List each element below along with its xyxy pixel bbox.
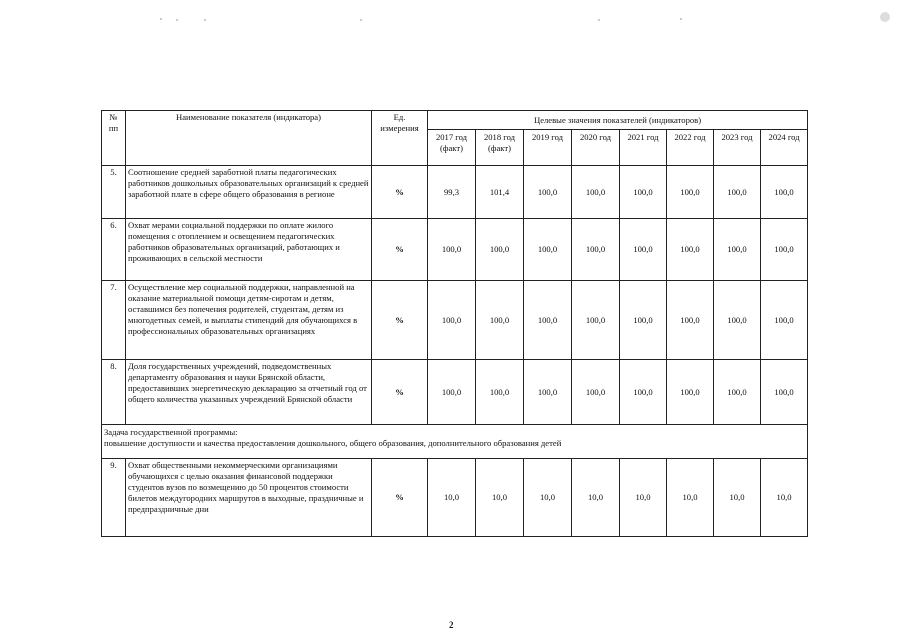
header-year: 2019 год: [524, 130, 572, 166]
value-cell: 100,0: [428, 219, 476, 281]
value-cell: 100,0: [524, 360, 572, 425]
value-cell: 100,0: [524, 219, 572, 281]
unit-cell: %: [372, 360, 428, 425]
row-number: 5.: [102, 166, 126, 219]
task-row: [102, 425, 808, 459]
value-cell: 10,0: [667, 459, 714, 537]
value-cell: 100,0: [761, 219, 808, 281]
header-year: 2024 год: [761, 130, 808, 166]
program-task-title: Задача государственной программы:: [104, 427, 238, 437]
value-cell: 100,0: [620, 219, 667, 281]
table-row: [102, 459, 808, 537]
header-year: 2022 год: [667, 130, 714, 166]
program-task-text: повышение доступности и качества предоставления дошкольного, общего образования, дополнительного образования детей: [104, 438, 562, 448]
value-cell: 100,0: [667, 219, 714, 281]
indicator-name: Охват общественными некоммерческими организациями обучающихся с целью оказания финансовой поддержки студентов вузов по возмещению до 50 процентов стоимости билетов междугородних маршрутов в выходные, праздничные и предпраздничные дни: [126, 459, 372, 537]
table-row: [102, 219, 808, 281]
indicators-table: [101, 110, 808, 537]
value-cell: 100,0: [761, 281, 808, 360]
value-cell: 100,0: [620, 360, 667, 425]
row-number: 7.: [102, 281, 126, 360]
value-cell: 101,4: [476, 166, 524, 219]
header-year: 2023 год: [714, 130, 761, 166]
value-cell: 10,0: [572, 459, 620, 537]
header-unit: Ед. измерения: [372, 111, 428, 166]
table-row: [102, 360, 808, 425]
header-year: 2021 год: [620, 130, 667, 166]
scan-speck: [598, 19, 600, 21]
value-cell: 100,0: [572, 219, 620, 281]
program-task: [102, 425, 808, 459]
value-cell: 10,0: [428, 459, 476, 537]
value-cell: 99,3: [428, 166, 476, 219]
value-cell: 10,0: [476, 459, 524, 537]
header-year: 2018 год (факт): [476, 130, 524, 166]
value-cell: 100,0: [714, 166, 761, 219]
header-year: 2017 год (факт): [428, 130, 476, 166]
indicator-name: Осуществление мер социальной поддержки, направленной на оказание материальной помощи детям-сиротам и детям, оставшимся без попечения родителей, студентам, детям из многодетных семей, и выплаты стипендий для обучающихся в профессиональных образовательных организациях: [126, 281, 372, 360]
table-row: [102, 281, 808, 360]
value-cell: 100,0: [476, 360, 524, 425]
page-number: 2: [449, 620, 454, 630]
indicator-name: Доля государственных учреждений, подведомственных департаменту образования и науки Брянской области, предоставивших энергетическую декларацию за отчетный год от общего количества указанных учреждений Брянской области: [126, 360, 372, 425]
value-cell: 10,0: [620, 459, 667, 537]
scan-speck: [880, 12, 890, 22]
value-cell: 100,0: [714, 219, 761, 281]
value-cell: 100,0: [476, 219, 524, 281]
value-cell: 100,0: [428, 281, 476, 360]
scan-speck: [176, 19, 178, 21]
row-number: 9.: [102, 459, 126, 537]
header-row: [102, 111, 808, 130]
value-cell: 10,0: [761, 459, 808, 537]
value-cell: 10,0: [714, 459, 761, 537]
scan-speck: [680, 18, 682, 20]
value-cell: 100,0: [572, 281, 620, 360]
unit-cell: %: [372, 459, 428, 537]
header-year: 2020 год: [572, 130, 620, 166]
value-cell: 100,0: [524, 166, 572, 219]
value-cell: 100,0: [714, 281, 761, 360]
table-row: [102, 166, 808, 219]
value-cell: 100,0: [620, 166, 667, 219]
value-cell: 100,0: [761, 166, 808, 219]
value-cell: 100,0: [572, 166, 620, 219]
header-targets: Целевые значения показателей (индикаторов): [428, 111, 808, 130]
value-cell: 100,0: [667, 281, 714, 360]
value-cell: 100,0: [667, 360, 714, 425]
value-cell: 100,0: [428, 360, 476, 425]
value-cell: 10,0: [524, 459, 572, 537]
header-name: Наименование показателя (индикатора): [126, 111, 372, 166]
scan-speck: [360, 19, 362, 21]
value-cell: 100,0: [524, 281, 572, 360]
value-cell: 100,0: [572, 360, 620, 425]
scan-speck: [160, 18, 162, 20]
value-cell: 100,0: [714, 360, 761, 425]
unit-cell: %: [372, 219, 428, 281]
unit-cell: %: [372, 166, 428, 219]
header-no: № пп: [102, 111, 126, 166]
row-number: 8.: [102, 360, 126, 425]
indicator-name: Соотношение средней заработной платы педагогических работников дошкольных образовательных организаций к средней заработной плате в сфере общего образования в регионе: [126, 166, 372, 219]
indicator-name: Охват мерами социальной поддержки по оплате жилого помещения с отоплением и освещением педагогических работников образовательных организаций, работающих и проживающих в сельской местности: [126, 219, 372, 281]
unit-cell: %: [372, 281, 428, 360]
value-cell: 100,0: [476, 281, 524, 360]
scan-speck: [204, 19, 206, 21]
value-cell: 100,0: [761, 360, 808, 425]
value-cell: 100,0: [620, 281, 667, 360]
row-number: 6.: [102, 219, 126, 281]
value-cell: 100,0: [667, 166, 714, 219]
